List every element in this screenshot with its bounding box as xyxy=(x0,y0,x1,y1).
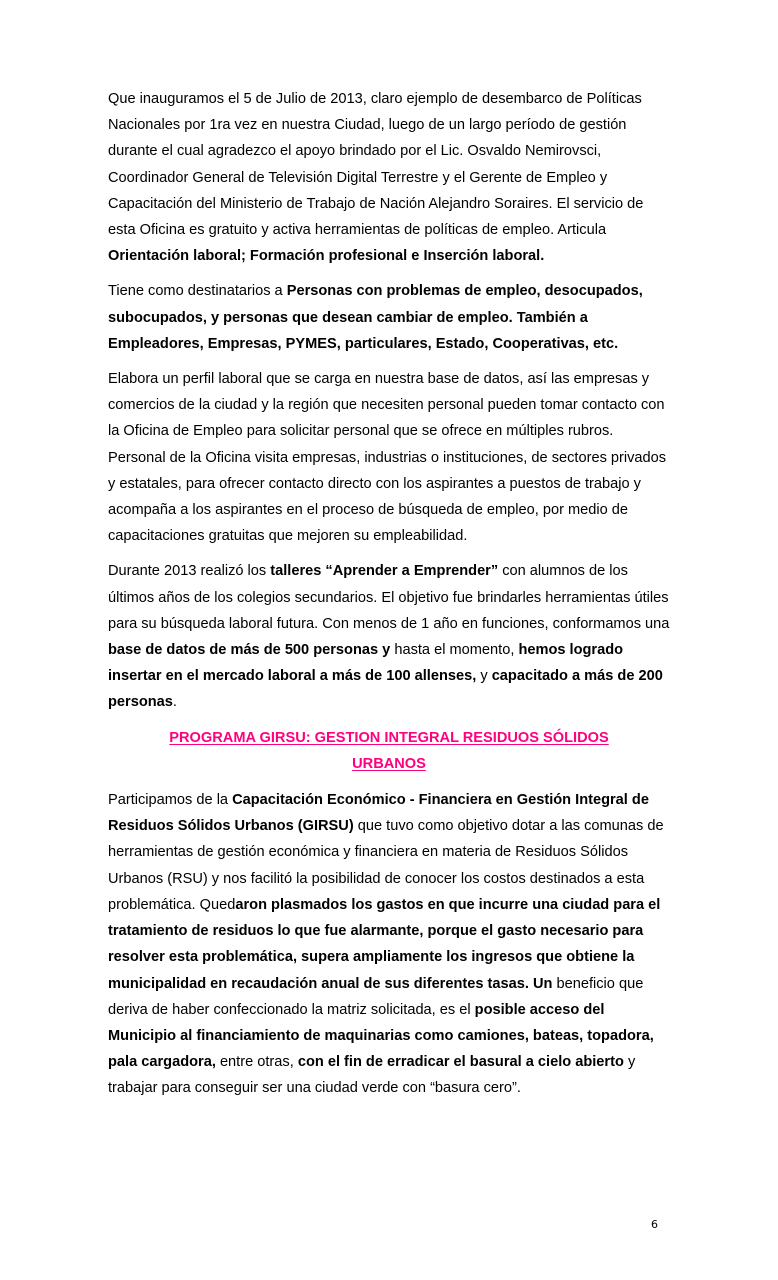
text-run: Durante 2013 realizó los xyxy=(108,563,271,580)
document-body xyxy=(108,86,670,1111)
section-heading-line-2: URBANOS xyxy=(352,755,426,772)
bold-text-run: Personas con problemas de empleo, desocupados, subocupados, y personas que desean cambiar de empleo. También a Empleadores, Empresas, PYMES, particulares, Estado, Cooperativas, etc. xyxy=(108,283,643,352)
page-number: 6 xyxy=(651,1218,658,1231)
text-run: Que inauguramos el 5 de Julio de 2013, claro ejemplo de desembarco de Políticas Nacionales por 1ra vez en nuestra Ciudad, luego de un largo período de gestión durante el cual agradezco el apoyo brindado por el Lic. Osvaldo Nemirovsci, Coordinador General de Televisión Digital Terrestre y el Gerente de Empleo y Capacitación del Ministerio de Trabajo de Nación Alejandro Soraires. El servicio de esta Oficina es gratuito y activa herramientas de políticas de empleo. Articula xyxy=(108,91,644,239)
bold-text-run: Capacitación Económico - Financiera en Gestión Integral de Residuos Sólidos Urbanos (GIRSU) xyxy=(108,792,649,835)
section-heading-girsu xyxy=(108,725,670,777)
paragraph-perfil-laboral xyxy=(108,366,670,549)
text-run: beneficio que deriva de haber confeccionado la matriz solicitada, es el xyxy=(108,975,644,1018)
text-run: y trabajar para conseguir ser una ciudad verde con “basura cero”. xyxy=(108,1054,636,1097)
bold-text-run: base de datos de más de 500 personas y xyxy=(108,642,391,659)
text-run: que tuvo como objetivo dotar a las comunas de herramientas de gestión económica y financiera en materia de Residuos Sólidos Urbanos (RSU) y nos facilitó la posibilidad de conocer los costos destinados a esta problemática. Qued xyxy=(108,818,664,913)
paragraph-destinatarios xyxy=(108,278,670,357)
text-run: Participamos de la xyxy=(108,792,233,809)
bold-text-run: con el fin de erradicar el basural a cielo abierto xyxy=(297,1054,624,1071)
bold-text-run: Orientación laboral; Formación profesional e Inserción laboral. xyxy=(108,248,545,265)
section-heading-line-1: PROGRAMA GIRSU: GESTION INTEGRAL RESIDUOS SÓLIDOS xyxy=(169,729,609,746)
paragraph-talleres xyxy=(108,558,670,715)
paragraph-girsu xyxy=(108,787,670,1101)
text-run: con alumnos de los últimos años de los colegios secundarios. El objetivo fue brindarles herramientas útiles para su búsqueda laboral futura. Con menos de 1 año en funciones, conformamos una xyxy=(108,563,670,632)
text-run: Elabora un perfil laboral que se carga en nuestra base de datos, así las empresas y comercios de la ciudad y la región que necesiten personal pueden tomar contacto con la Oficina de Empleo para solicitar personal que se ofrece en múltiples rubros. Personal de la Oficina visita empresas, industrias o instituciones, de sectores privados y estatales, para ofrecer contacto directo con los aspirantes a puestos de trabajo y acompaña a los aspirantes en el proceso de búsqueda de empleo, por medio de capacitaciones gratuitas que mejoren su empleabilidad. xyxy=(108,371,667,545)
bold-text-run: posible acceso del Municipio al financiamiento de maquinarias como camiones, bateas, topadora, pala cargadora, xyxy=(108,1001,654,1071)
paragraph-oficina-empleo xyxy=(108,86,670,269)
bold-text-run: capacitado a más de 200 personas xyxy=(108,668,663,711)
text-run: Tiene como destinatarios a xyxy=(108,283,287,300)
bold-text-run: talleres “Aprender a Emprender” xyxy=(270,563,499,580)
text-run: entre otras, xyxy=(215,1054,298,1071)
text-run: . xyxy=(172,694,177,711)
bold-text-run: hemos logrado insertar en el mercado laboral a más de 100 allenses, xyxy=(108,642,624,685)
bold-text-run: aron plasmados los gastos en que incurre una ciudad para el tratamiento de residuos lo que fue alarmante, porque el gasto necesario para resolver esta problemática, supera ampliamente los ingresos que obtiene la municipalidad en recaudación anual de sus diferentes tasas. Un xyxy=(108,896,661,992)
text-run: hasta el momento, xyxy=(390,642,519,659)
text-run: y xyxy=(476,668,492,685)
